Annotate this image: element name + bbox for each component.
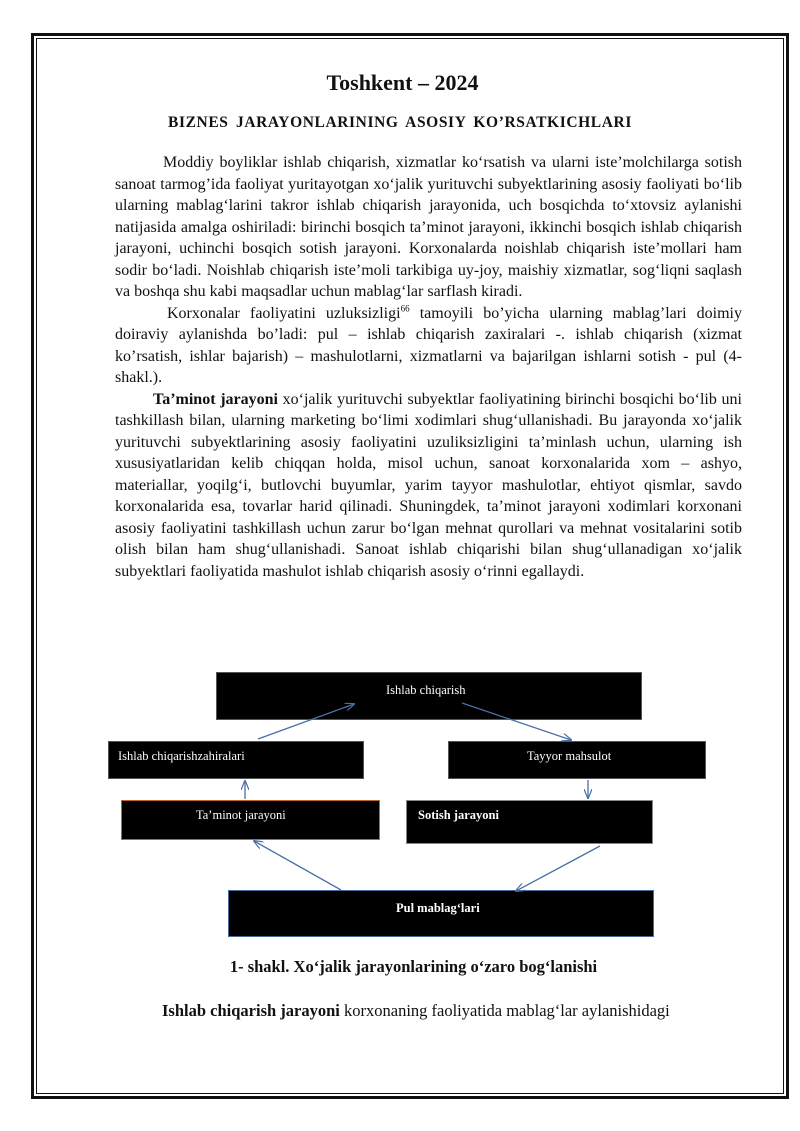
- diagram-label: Tayyor mahsulot: [527, 749, 612, 763]
- diagram-label: Ishlab chiqarish: [386, 683, 466, 697]
- figure-caption: 1- shakl. Xo‘jalik jarayonlarining o‘zaro bog‘lanishi: [229, 957, 598, 976]
- diagram-box-tayyor-mahsulot: [448, 741, 706, 779]
- continuation-text: korxonaning faoliyatida mablag‘lar aylanishidagi: [339, 1001, 670, 1020]
- diagram-box-zahiralar: [108, 741, 364, 779]
- diagram-label: Pul mablag‘lari: [396, 901, 480, 915]
- paragraph-2: [115, 303, 742, 389]
- paragraph-3-text: xo‘jalik yurituvchi subyektlar faoliyatining birinchi bosqichi bo‘lib uni tashkillash bilan, ularning marketing bo‘limi xodimlari shug‘ullanishadi. Bu jarayonda xo‘jalik yurituvchi subyektlarining asosiy faoliyatini uzuliksizligini ta’minlash uchun, ularning ish xususiyatlaridan kelib chiqqan holda, misol uchun, sanoat korxonalarida xom – ashyo, materiallar, yoqilg‘i, butlovchi buyumlar, yarim tayyor mashulotlar, ehtiyot qismlar, savdo korxonalarida esa, tovarlar harid qilinadi. Shuningdek, ta’minot jarayoni xodimlari korxonani asosiy faoliyatini tashkillash uchun zarur bo‘lgan mehnat qurollari va mehnat vositalarini sotib olish bilan ham shug‘ullanishadi. Sanoat ishlab chiqarishi bilan shug‘ullanadigan xo‘jalik subyektlari faoliyatida mashulot ishlab chiqarish asosiy o‘rinni egallaydi.: [115, 390, 742, 580]
- paragraph-2-start: Korxonalar faoliyatini uzluksizligi: [167, 304, 401, 322]
- section-heading: BIZNES JARAYONLARINING ASOSIY KO’RSATKICHLARI: [168, 114, 632, 131]
- paragraph-1: Moddiy boyliklar ishlab chiqarish, xizmatlar ko‘rsatish va ularni iste’molchilarga sotish sanoat tarmog’ida faoliyat yuritayotgan xo‘jalik yurituvchi subyektlarining asosiy faoliyati bo‘lib ularning mablag‘larini takror ishlab chiqarish jarayonida, uch bosqichda to‘xtovsiz aylanishi natijasida amalga oshiriladi: birinchi bosqich ta’minot jarayoni, ikkinchi bosqich ishlab chiqarish jarayoni, uchinchi bosqich sotish jarayoni. Korxonalarda noishlab chiqarish iste’mollari ham sodir bo‘ladi. Noishlab chiqarish iste’moli tarkibiga uy-joy, maishiy xizmatlar, sog‘liqni saqlash va boshqa shu kabi maqsadlar uchun mablag‘lar sarflash kiradi.: [115, 154, 742, 300]
- term-ishlab-chiqarish: Ishlab chiqarish jarayoni: [162, 1001, 340, 1020]
- paragraph-2-end: tamoyili bo’yicha ularning mablag’lari doimiy doiraviy aylanishda bo’ladi: pul – ishlab chiqarish zaxiralari -. ishlab chiqarish (xizmat ko’rsatish, ishlar bajarish) – mashulotlarni, xizmatlarni va bajarilgan ishlarni sotish - pul (4- shakl.).: [115, 304, 743, 386]
- diagram-box-sotish: [406, 800, 653, 844]
- diagram-label: Sotish jarayoni: [418, 808, 499, 822]
- diagram-label: Ta’minot jarayoni: [196, 808, 286, 822]
- diagram-box-pul-mablaglari: [228, 890, 654, 937]
- footnote-ref[interactable]: 66: [400, 303, 410, 314]
- diagram-box-ishlab-chiqarish: [216, 672, 642, 720]
- place-year: Toshkent – 2024: [326, 70, 479, 95]
- continuation-line: [162, 1001, 670, 1021]
- diagram-box-taminot: [121, 800, 380, 840]
- term-taminot: Ta’minot jarayoni: [153, 390, 278, 408]
- paragraph-3: [115, 389, 742, 583]
- diagram-label: Ishlab chiqarishzahiralari: [118, 749, 245, 763]
- body-text: [115, 152, 742, 582]
